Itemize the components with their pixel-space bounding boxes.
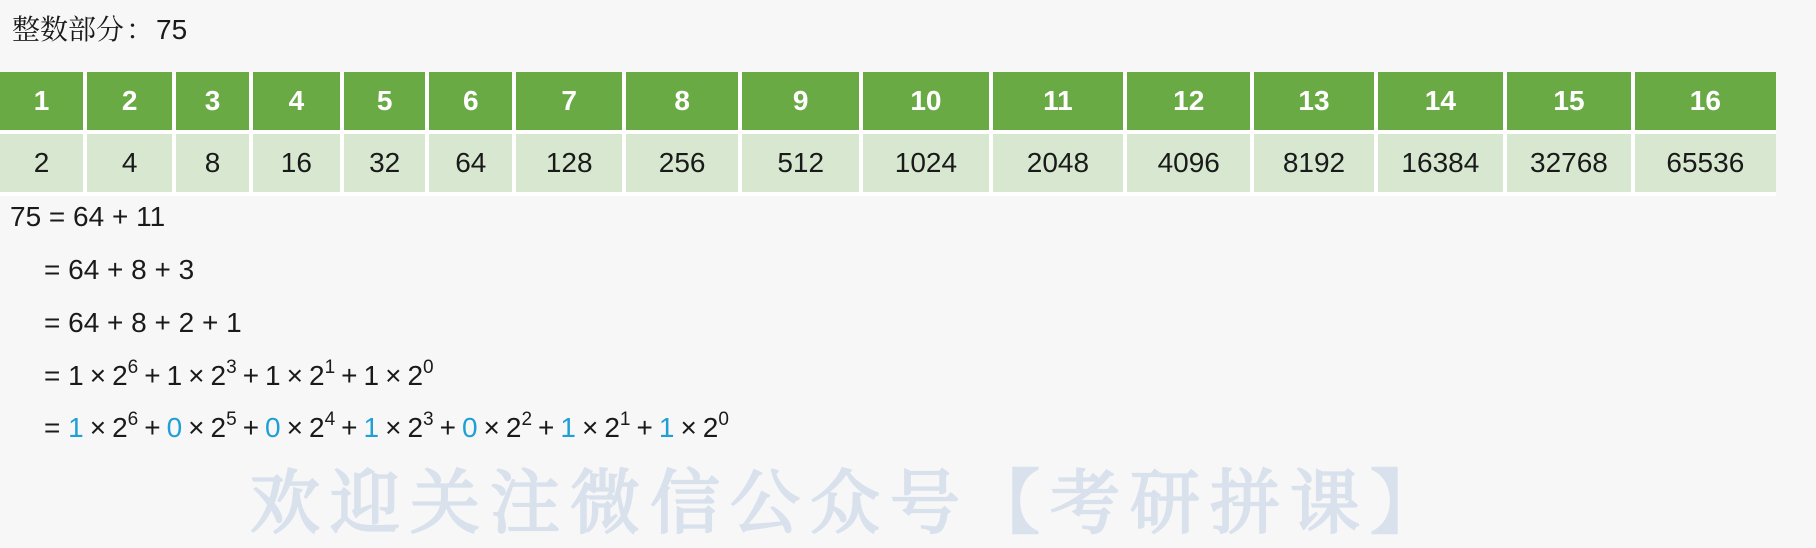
exponent-cell: 16	[1633, 72, 1776, 132]
base: 2	[505, 412, 522, 443]
power-cell: 32	[342, 132, 427, 194]
binary-bit: 0	[461, 412, 478, 443]
power-value-row	[0, 132, 1776, 194]
title-separator: ：	[126, 14, 155, 45]
binary-bit: 0	[265, 412, 281, 443]
times-sign: ×	[188, 360, 205, 391]
times-sign: ×	[286, 412, 303, 443]
times-sign: ×	[286, 360, 303, 391]
power-cell: 64	[427, 132, 514, 194]
exponent-cell: 15	[1505, 72, 1632, 132]
base: 2	[308, 412, 325, 443]
power-cell: 65536	[1633, 132, 1776, 194]
power-cell: 2	[0, 132, 85, 194]
exponent: 6	[127, 409, 139, 430]
exponent-cell: 7	[514, 72, 624, 132]
times-sign: ×	[385, 360, 402, 391]
title-value: 75	[156, 14, 188, 45]
title-label: 整数部分	[12, 14, 125, 45]
exponent-cell: 3	[174, 72, 250, 132]
base: 2	[210, 360, 227, 391]
exponent-cell: 1	[0, 72, 85, 132]
base: 2	[604, 412, 620, 443]
base: 2	[407, 412, 424, 443]
base: 2	[112, 360, 128, 391]
exponent: 6	[127, 357, 139, 378]
exponent-cell: 6	[427, 72, 514, 132]
times-sign: ×	[188, 412, 205, 443]
base: 2	[407, 360, 424, 391]
times-sign: ×	[483, 412, 500, 443]
coefficient: 1	[363, 360, 380, 391]
equation-line-5	[44, 411, 729, 445]
exponent: 5	[226, 409, 237, 430]
exponent-cell: 4	[251, 72, 343, 132]
plus-sign: +	[636, 412, 653, 443]
exponent-cell: 8	[624, 72, 740, 132]
power-cell: 256	[624, 132, 740, 194]
power-cell: 16	[251, 132, 343, 194]
exponent-cell: 5	[342, 72, 427, 132]
power-cell: 1024	[861, 132, 991, 194]
power-cell: 8192	[1252, 132, 1375, 194]
power-cell: 16384	[1376, 132, 1506, 194]
power-cell: 2048	[991, 132, 1125, 194]
equals-prefix: =	[44, 360, 69, 391]
times-sign: ×	[89, 360, 107, 391]
binary-bit: 1	[68, 412, 84, 443]
coefficient: 1	[166, 360, 183, 391]
base: 2	[112, 412, 128, 443]
exponent: 4	[324, 409, 336, 430]
exponent-cell: 2	[85, 72, 174, 132]
plus-sign: +	[242, 360, 260, 391]
base: 2	[210, 412, 227, 443]
base: 2	[702, 412, 719, 443]
plus-sign: +	[341, 412, 358, 443]
exponent-cell: 11	[991, 72, 1125, 132]
equals-prefix: =	[44, 412, 69, 443]
binary-bit: 1	[363, 412, 380, 443]
exponent: 1	[324, 357, 336, 378]
page-title	[12, 12, 187, 48]
exponent: 2	[521, 409, 533, 430]
plus-sign: +	[144, 412, 161, 443]
coefficient: 1	[265, 360, 281, 391]
exponent-cell: 12	[1125, 72, 1252, 132]
power-cell: 8	[174, 132, 250, 194]
exponent-cell: 10	[861, 72, 991, 132]
plus-sign: +	[538, 412, 555, 443]
equation-line-2: = 64 + 8 + 3	[44, 254, 195, 285]
exponent-cell: 13	[1252, 72, 1375, 132]
binary-bit: 0	[166, 412, 183, 443]
power-cell: 512	[740, 132, 861, 194]
times-sign: ×	[581, 412, 599, 443]
power-cell: 4096	[1125, 132, 1252, 194]
exponent: 3	[423, 409, 434, 430]
exponent: 0	[423, 357, 434, 378]
powers-of-two-table	[0, 72, 1776, 196]
equation-line-4	[44, 359, 434, 393]
times-sign: ×	[680, 412, 697, 443]
exponent-row	[0, 72, 1776, 132]
watermark-text: 欢迎关注微信公众号【考研拼课】	[250, 461, 1450, 544]
power-cell: 32768	[1505, 132, 1632, 194]
base: 2	[308, 360, 325, 391]
coefficient: 1	[68, 360, 84, 391]
plus-sign: +	[144, 360, 161, 391]
exponent: 0	[718, 409, 729, 430]
plus-sign: +	[242, 412, 260, 443]
times-sign: ×	[385, 412, 402, 443]
power-cell: 128	[514, 132, 624, 194]
binary-bit: 1	[560, 412, 576, 443]
binary-bit: 1	[658, 412, 675, 443]
exponent: 1	[619, 409, 631, 430]
equation-line-3: = 64 + 8 + 2 + 1	[44, 307, 242, 338]
plus-sign: +	[341, 360, 358, 391]
equation-line-1: 75 = 64 + 11	[10, 201, 166, 232]
exponent-cell: 9	[740, 72, 861, 132]
power-cell: 4	[85, 132, 174, 194]
plus-sign: +	[439, 412, 456, 443]
times-sign: ×	[89, 412, 107, 443]
exponent-cell: 14	[1376, 72, 1506, 132]
exponent: 3	[226, 357, 237, 378]
